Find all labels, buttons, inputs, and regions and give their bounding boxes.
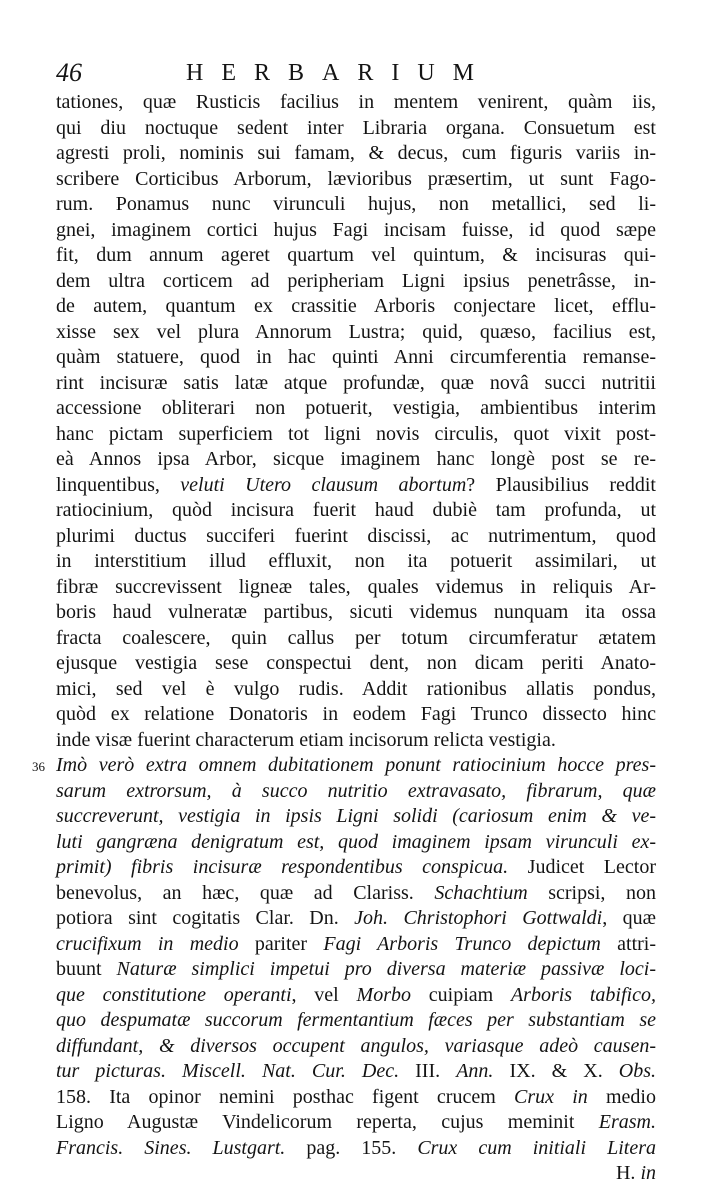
text-span: rint incisuræ satis latæ atque profundæ, quæ novâ succi nutritii [56, 371, 656, 394]
text-span: gnei, imaginem cortici hujus Fagi incisam fuisse, id quod sæpe [56, 218, 656, 241]
text-span: inde visæ fuerint characterum etiam incisorum relicta vestigia. [56, 728, 556, 751]
text-span: pariter [238, 932, 324, 955]
text-line [56, 1136, 656, 1162]
text-line [56, 906, 656, 932]
text-line [56, 575, 656, 601]
text-line [56, 116, 656, 142]
text-line [56, 371, 656, 397]
text-span: eà Annos ipsa Arbor, sicque imaginem hanc longè post se re- [56, 448, 656, 470]
text-line [56, 90, 656, 116]
text-line [56, 600, 656, 626]
italic-text: veluti Utero clausum abortum [180, 473, 467, 496]
text-span: medio [587, 1085, 656, 1108]
text-span: quàm statuere, quod in hac quinti Anni circumferentia remanse- [56, 346, 656, 368]
text-line [56, 345, 656, 371]
text-span: boris haud vulneratæ partibus, sicuti videmus nunquam ita ossa [56, 601, 656, 623]
italic-text: sarum extrorsum, à succo nutritio extravasato, fibrarum, quæ [56, 779, 656, 802]
text-span: III. [399, 1060, 457, 1082]
text-line [56, 855, 656, 881]
text-span: fit, dum annum ageret quartum vel quintum, & incisuras qui- [56, 244, 656, 266]
italic-text: Crux in [514, 1085, 588, 1108]
text-span: fracta coalescere, quin callus per totum circumferatur ætatem [56, 626, 656, 649]
italic-text: quo despumatæ succorum fermentantium fæces per substantiam se [56, 1009, 656, 1031]
text-line [56, 1085, 656, 1111]
italic-text: tur picturas. Miscell. Nat. Cur. Dec. [56, 1060, 400, 1082]
text-line [56, 473, 656, 499]
text-span: linquentibus, [56, 473, 181, 496]
text-line [56, 396, 656, 422]
italic-text: Fagi Arboris Trunco depictum [323, 932, 601, 955]
text-span: qui diu noctuque sedent inter Libraria organa. Consuetum est [56, 116, 656, 139]
text-span: Ligno Augustæ Vindelicorum reperta, cujus meminit [56, 1111, 599, 1133]
text-line [56, 320, 656, 346]
text-span: ? Plausibilius reddit [466, 473, 656, 496]
text-span: scribere Corticibus Arborum, lævioribus præsertim, ut sunt Fago- [56, 167, 656, 190]
italic-text: Francis. Sines. Lustgart. [56, 1136, 286, 1159]
text-line [56, 524, 656, 550]
text-span: fibræ succrevissent ligneæ tales, quales videmus in reliquis Ar- [56, 575, 656, 598]
text-line [56, 1008, 656, 1034]
italic-text: succreverunt, vestigia in ipsis Ligni solidi (cariosum enim & ve- [56, 805, 656, 827]
text-span: pag. 155. [285, 1136, 418, 1159]
text-line [56, 243, 656, 269]
text-span: benevolus, an hæc, quæ ad Clariss. [56, 881, 435, 904]
italic-text: Schachtium [434, 881, 528, 904]
text-span: potiora sint cogitatis Clar. Dn. [56, 907, 355, 929]
text-line [56, 218, 656, 244]
margin-note-number: 36 [32, 759, 45, 774]
text-line [56, 422, 656, 448]
text-line [56, 677, 656, 703]
text-line [56, 192, 656, 218]
italic-text: Imò verò extra omnem dubitationem ponunt ratiocinium hocce pres- [56, 754, 656, 776]
italic-text: Morbo [356, 983, 411, 1006]
text-span: dem ultra corticem ad peripheriam Ligni ipsius penetrâsse, in- [56, 269, 656, 292]
text-span: , quæ [602, 907, 656, 929]
italic-text: luti gangræna denigratum est, quod imaginem ipsam virunculi ex- [56, 830, 656, 853]
text-span: attri- [600, 932, 656, 955]
text-span: ratiocinium, quòd incisura fuerit haud dubiè tam profunda, ut [56, 499, 656, 521]
text-line [56, 294, 656, 320]
italic-text: in [640, 1162, 656, 1184]
text-span: quòd ex relatione Donatoris in eodem Fagi Trunco dissecto hinc [56, 703, 656, 725]
text-line [56, 830, 656, 856]
text-span: H. [615, 1162, 641, 1184]
text-span: plurimi ductus succiferi fuerint discissi, ac nutrimentum, quod [56, 524, 656, 547]
text-line [56, 957, 656, 983]
text-line [32, 753, 656, 779]
text-span: rum. Ponamus nunc virunculi hujus, non metallici, sed li- [56, 193, 656, 215]
page-header [56, 52, 676, 92]
text-span: xisse sex vel plura Annorum Lustra; quid, quæso, facilius est, [56, 320, 656, 343]
italic-text: diffundant, & diversos occupent angulos, variasque adeò causen- [56, 1034, 656, 1057]
italic-text: Erasm. [598, 1111, 656, 1133]
italic-text: crucifixum in medio [56, 932, 239, 955]
text-line [56, 881, 656, 907]
text-line [56, 1161, 656, 1187]
text-line [56, 804, 656, 830]
text-span: mici, sed vel è vulgo rudis. Addit rationibus allatis pondus, [56, 677, 656, 700]
text-line [56, 141, 656, 167]
page-number: 46 [56, 58, 82, 87]
text-span: hanc pictam superficiem tot ligni novis circulis, quot vixit post- [56, 422, 656, 445]
body-text [32, 90, 656, 1187]
text-line [56, 167, 656, 193]
text-span: agresti proli, nominis sui famam, & decus, cum figuris variis in- [56, 142, 656, 164]
text-span: accessione obliterari non potuerit, vestigia, ambientibus interim [56, 397, 656, 419]
italic-text: Arboris tabifico, [510, 983, 656, 1006]
text-line [56, 549, 656, 575]
text-line [56, 1034, 656, 1060]
text-line [56, 728, 656, 754]
italic-text: Obs. [618, 1060, 656, 1082]
text-span: scripsi, non [527, 881, 656, 904]
text-line [56, 1059, 656, 1085]
text-line [56, 779, 656, 805]
text-span: buunt [56, 958, 117, 980]
text-line [56, 498, 656, 524]
italic-text: Joh. Christophori Gottwaldi [354, 907, 603, 929]
text-span: ejusque vestigia sese conspectui dent, non dicam periti Anato- [56, 652, 656, 674]
text-line [56, 983, 656, 1009]
text-line [56, 626, 656, 652]
text-span: tationes, quæ Rusticis facilius in mentem venirent, quàm iis, [56, 91, 656, 113]
text-line [56, 1110, 656, 1136]
text-span: de autem, quantum ex crassitie Arboris conjectare licet, efflu- [56, 295, 656, 317]
italic-text: primit) fibris incisuræ respondentibus conspicua. [56, 856, 509, 878]
italic-text: Naturæ simplici impetui pro diversa materiæ passivæ loci- [116, 958, 656, 980]
text-span: Judicet Lector [508, 856, 656, 878]
text-line [56, 932, 656, 958]
text-line [56, 447, 656, 473]
italic-text: Crux cum initiali Litera [417, 1136, 656, 1159]
text-span: IX. & X. [493, 1060, 619, 1082]
text-span: , vel [291, 983, 357, 1006]
text-span: in interstitium illud effluxit, non ita potuerit assimilari, ut [56, 550, 656, 572]
text-span: cuipiam [410, 983, 511, 1006]
running-head: HERBARIUM [186, 60, 493, 86]
text-line [56, 702, 656, 728]
text-span: 158. Ita opinor nemini posthac figent crucem [56, 1085, 514, 1108]
italic-text: que constitutione operanti [56, 983, 292, 1006]
italic-text: Ann. [456, 1060, 494, 1082]
text-line [56, 269, 656, 295]
text-line [56, 651, 656, 677]
